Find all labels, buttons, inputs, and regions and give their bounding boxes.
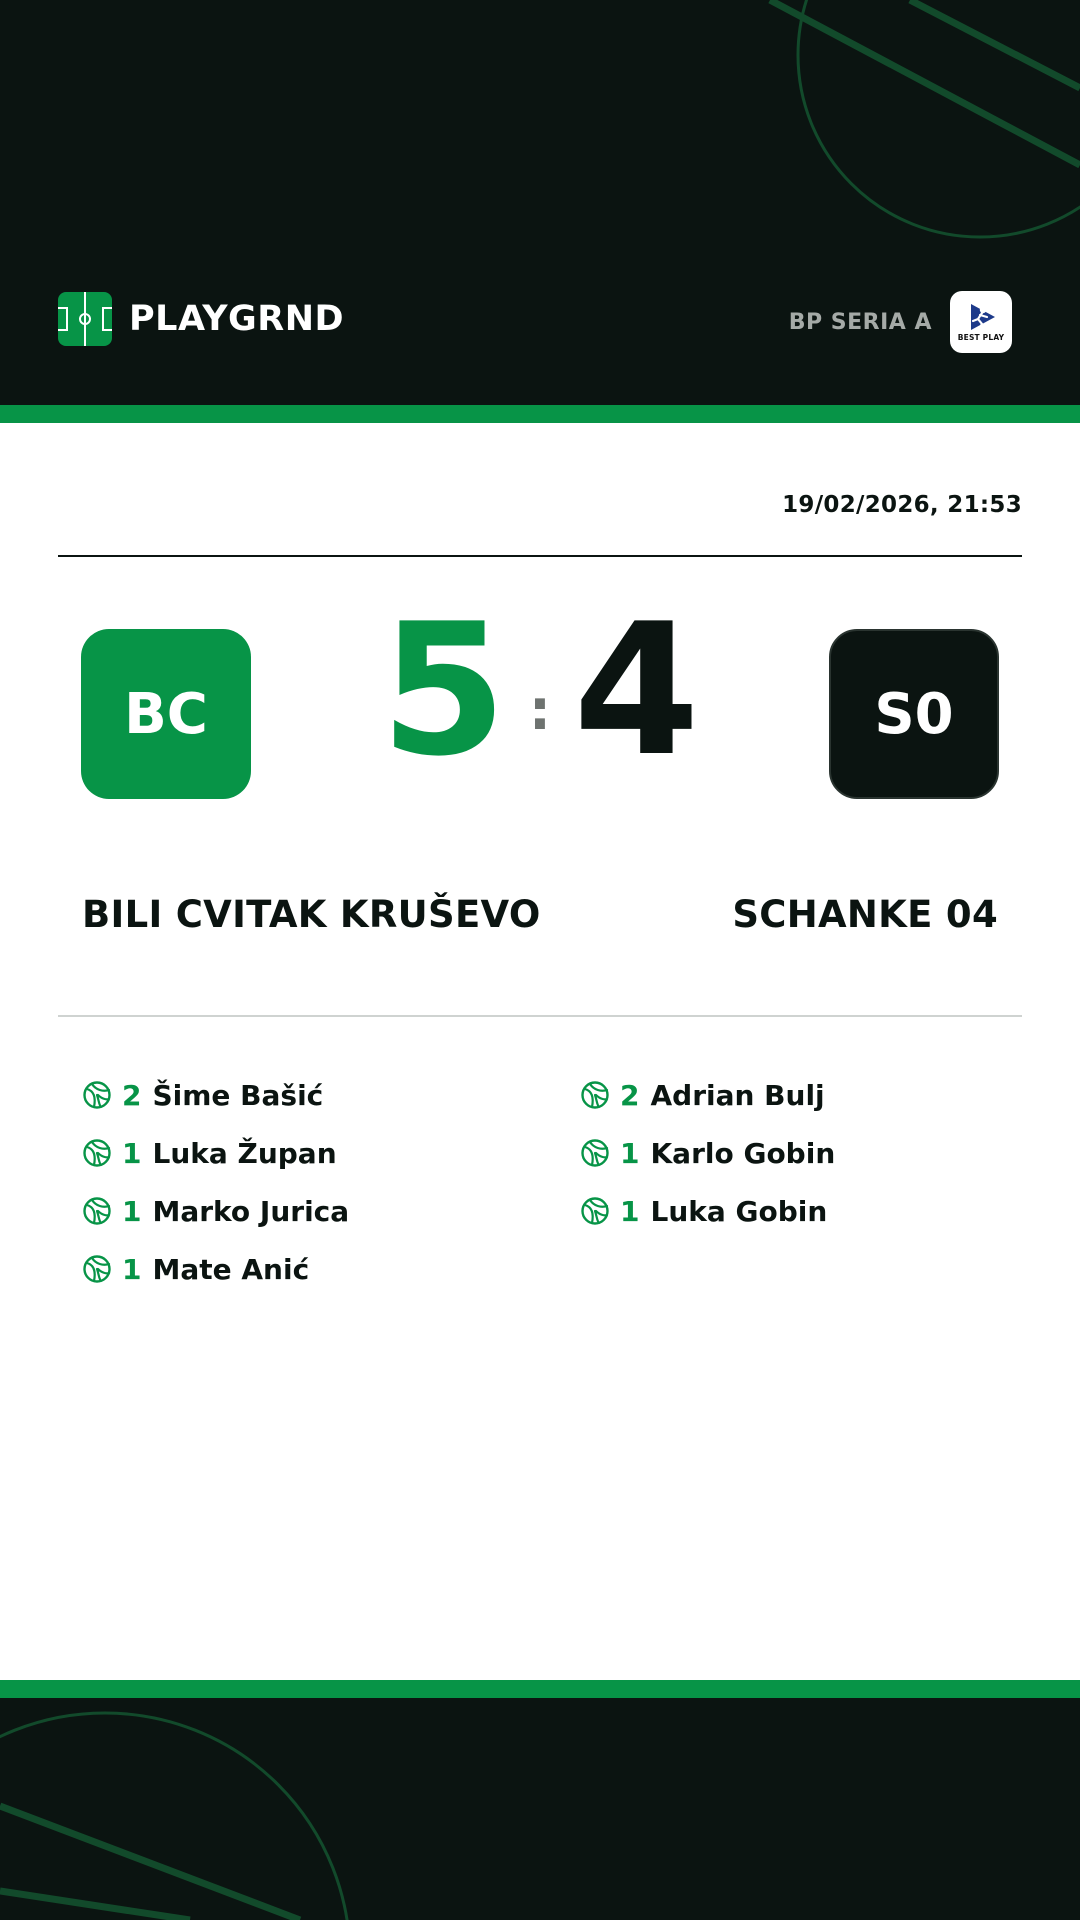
away-team-crest	[829, 629, 999, 799]
pitch-lines-decoration	[0, 1698, 1080, 1920]
brand-name: PLAYGRND	[129, 299, 345, 339]
scorer-row	[580, 1124, 1040, 1182]
footer	[0, 1698, 1080, 1920]
goal-count: 1	[122, 1194, 142, 1228]
scorer-name: Luka Župan	[152, 1136, 337, 1170]
scorer-name: Karlo Gobin	[650, 1136, 836, 1170]
divider	[58, 555, 1022, 557]
scorer-row	[82, 1066, 542, 1124]
score-separator: :	[528, 677, 552, 743]
home-score: 5	[380, 584, 507, 796]
football-icon	[580, 1196, 610, 1226]
away-scorers-list	[580, 1066, 1040, 1240]
header	[0, 0, 1080, 405]
divider	[58, 1015, 1022, 1017]
scorer-row	[82, 1240, 542, 1298]
goal-count: 1	[620, 1194, 640, 1228]
goal-count: 2	[620, 1078, 640, 1112]
league-name: BP SERIA A	[788, 309, 932, 335]
scorer-row	[580, 1066, 1040, 1124]
away-team-abbr: S0	[874, 681, 954, 747]
football-icon	[82, 1080, 112, 1110]
scorer-row	[82, 1124, 542, 1182]
league-badge	[950, 291, 1012, 353]
scorer-name: Šime Bašić	[152, 1078, 324, 1112]
football-icon	[82, 1254, 112, 1284]
home-scorers-list	[82, 1066, 542, 1298]
football-icon	[580, 1080, 610, 1110]
player-kicking-icon	[963, 302, 999, 332]
scorer-name: Luka Gobin	[650, 1194, 828, 1228]
football-icon	[580, 1138, 610, 1168]
goal-count: 1	[620, 1136, 640, 1170]
home-team-abbr: BC	[124, 681, 208, 747]
football-icon	[82, 1196, 112, 1226]
scorer-name: Adrian Bulj	[650, 1078, 825, 1112]
league-badge-text: BEST PLAY	[957, 333, 1005, 342]
scorer-name: Mate Anić	[152, 1252, 310, 1286]
goal-count: 2	[122, 1078, 142, 1112]
away-team-name: SCHANKE 04	[732, 893, 998, 936]
goal-count: 1	[122, 1252, 142, 1286]
football-pitch-icon	[58, 292, 112, 346]
football-icon	[82, 1138, 112, 1168]
brand	[58, 292, 344, 346]
goal-count: 1	[122, 1136, 142, 1170]
scorer-row	[82, 1182, 542, 1240]
away-score: 4	[573, 584, 700, 796]
accent-bar-bottom	[0, 1680, 1080, 1698]
scorer-name: Marko Jurica	[152, 1194, 350, 1228]
home-team-name: BILI CVITAK KRUŠEVO	[82, 893, 541, 936]
scorer-row	[580, 1182, 1040, 1240]
accent-bar-top	[0, 405, 1080, 423]
match-datetime: 19/02/2026, 21:53	[782, 492, 1022, 518]
league	[789, 291, 1012, 353]
